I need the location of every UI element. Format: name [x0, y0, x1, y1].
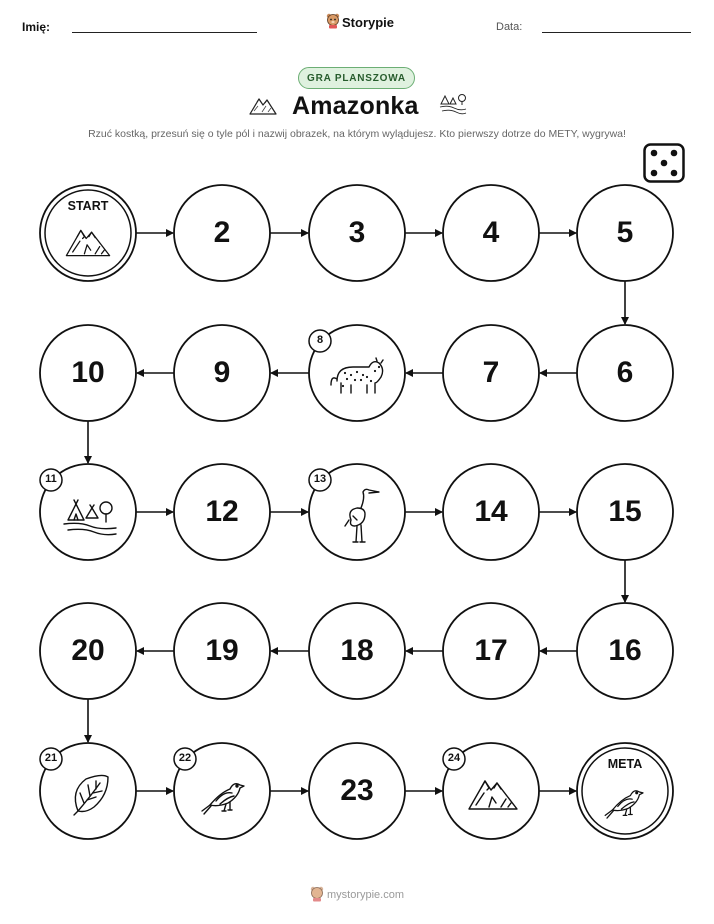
- game-type-badge: GRA PLANSZOWA: [298, 67, 415, 89]
- cell-number: 23: [340, 774, 374, 807]
- cell-number: 7: [482, 356, 500, 389]
- finish-label: META: [607, 757, 643, 771]
- cell-number: 4: [482, 216, 500, 249]
- cell-number-badge: 22: [178, 752, 192, 764]
- cell-number: 10: [71, 356, 105, 389]
- cell-number: 20: [71, 634, 105, 667]
- start-label: START: [67, 199, 109, 213]
- page-title: Amazonka: [292, 92, 419, 120]
- cell-number-badge: 8: [316, 334, 324, 346]
- cell-number: 5: [616, 216, 634, 249]
- cell-number: 16: [608, 634, 642, 667]
- cell-number: 3: [348, 216, 366, 249]
- cell-number-badge: 21: [44, 752, 58, 764]
- name-label: Imię:: [22, 20, 51, 34]
- cell-number: 6: [616, 356, 634, 389]
- footer-url[interactable]: mystorypie.com: [327, 889, 405, 901]
- cell-number: 14: [474, 495, 508, 528]
- footer-bear-icon: [310, 886, 324, 907]
- brand-name: Storypie: [342, 15, 395, 30]
- cell-number-badge: 13: [313, 473, 327, 485]
- date-label: Data:: [496, 21, 523, 33]
- cell-number-badge: 24: [447, 752, 461, 764]
- cell-number: 17: [474, 634, 508, 667]
- cell-number: 12: [205, 495, 239, 528]
- cell-number: 2: [213, 216, 231, 249]
- cell-number: 9: [213, 356, 231, 389]
- cell-number: 18: [340, 634, 374, 667]
- cell-number: 19: [205, 634, 239, 667]
- cell-number: 15: [608, 495, 642, 528]
- instructions: Rzuć kostką, przesuń się o tyle pól i nazwij obrazek, na którym wylądujesz. Kto pierwszy dotrze do METY, wygrywa!: [88, 128, 626, 140]
- cell-number-badge: 11: [45, 473, 57, 485]
